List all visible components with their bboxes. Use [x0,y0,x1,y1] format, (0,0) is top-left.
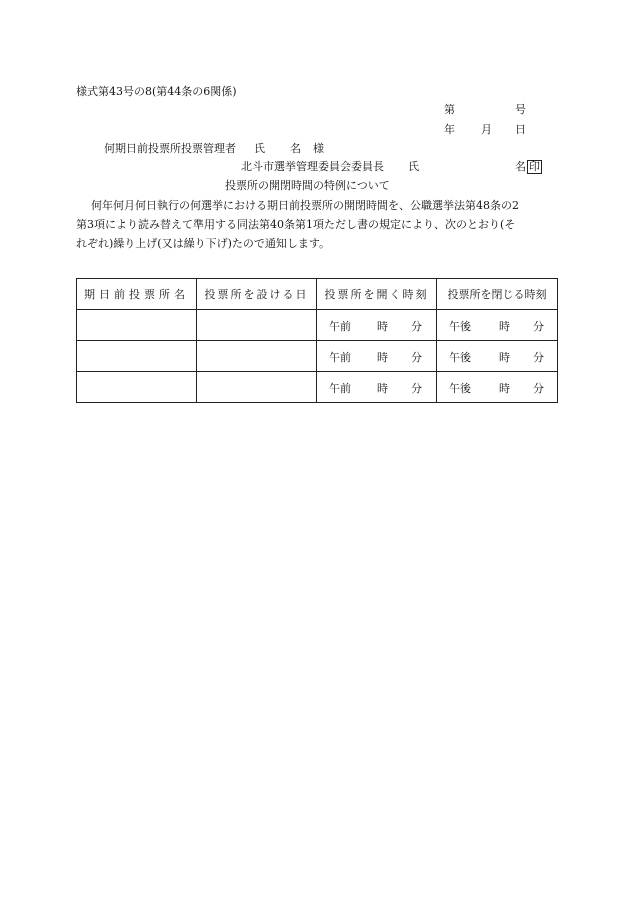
polling-place-cell[interactable] [77,372,197,403]
close-time-cell[interactable] [437,341,558,372]
header-date: 投票所を設ける日 [197,279,317,310]
subject: 投票所の開閉時間の特例について [225,179,390,192]
date-day: 日 [515,123,526,136]
addressee-shi: 氏 [254,142,265,155]
open-minute: 分 [411,351,422,364]
open-time-cell[interactable] [317,341,437,372]
table-row [77,310,558,341]
addressee-mei: 名 [290,142,301,155]
body-line-2: 第3項により読み替えて準用する同法第40条第1項ただし書の規定により、次のとおり(そ [76,218,516,231]
open-ampm: 午前 [329,351,351,364]
addressee-title: 何期日前投票所投票管理者 [104,142,236,155]
date-cell[interactable] [197,310,317,341]
close-time-cell[interactable] [437,310,558,341]
header-polling-place: 期日前投票所名 [77,279,197,310]
sender-mei: 名 [515,160,526,173]
close-hour: 時 [499,320,510,333]
close-time-cell[interactable] [437,372,558,403]
open-hour: 時 [377,351,388,364]
open-time-cell[interactable] [317,310,437,341]
addressee-sama: 様 [313,142,324,155]
close-minute: 分 [533,320,544,333]
date-year: 年 [444,123,455,136]
ref-go: 号 [515,103,526,116]
date-month: 月 [481,123,492,136]
close-ampm: 午後 [449,320,471,333]
open-time-cell[interactable] [317,372,437,403]
sender-shi: 氏 [408,160,419,173]
open-minute: 分 [411,382,422,395]
body-line-1: 何年何月何日執行の何選挙における期日前投票所の開閉時間を、公職選挙法第48条の2 [91,199,519,212]
table-header-row [77,279,558,310]
close-ampm: 午後 [449,382,471,395]
close-minute: 分 [533,382,544,395]
polling-place-cell[interactable] [77,310,197,341]
sender-name-seal [515,160,542,174]
open-minute: 分 [411,320,422,333]
ref-dai: 第 [444,103,455,116]
date-cell[interactable] [197,341,317,372]
open-ampm: 午前 [329,320,351,333]
sender-title: 北斗市選挙管理委員会委員長 [241,160,384,173]
table-row [77,341,558,372]
body-line-3: れぞれ)繰り上げ(又は繰り下げ)たので通知します。 [76,237,330,250]
form-number: 様式第43号の8(第44条の6関係) [76,85,237,98]
header-open-time: 投票所を開く時刻 [317,279,437,310]
open-hour: 時 [377,320,388,333]
close-ampm: 午後 [449,351,471,364]
close-hour: 時 [499,382,510,395]
polling-place-cell[interactable] [77,341,197,372]
table-row [77,372,558,403]
date-cell[interactable] [197,372,317,403]
close-minute: 分 [533,351,544,364]
header-close-time: 投票所を閉じる時刻 [437,279,558,310]
open-ampm: 午前 [329,382,351,395]
open-hour: 時 [377,382,388,395]
close-hour: 時 [499,351,510,364]
seal-mark: 印 [529,160,540,173]
schedule-table [76,278,558,403]
